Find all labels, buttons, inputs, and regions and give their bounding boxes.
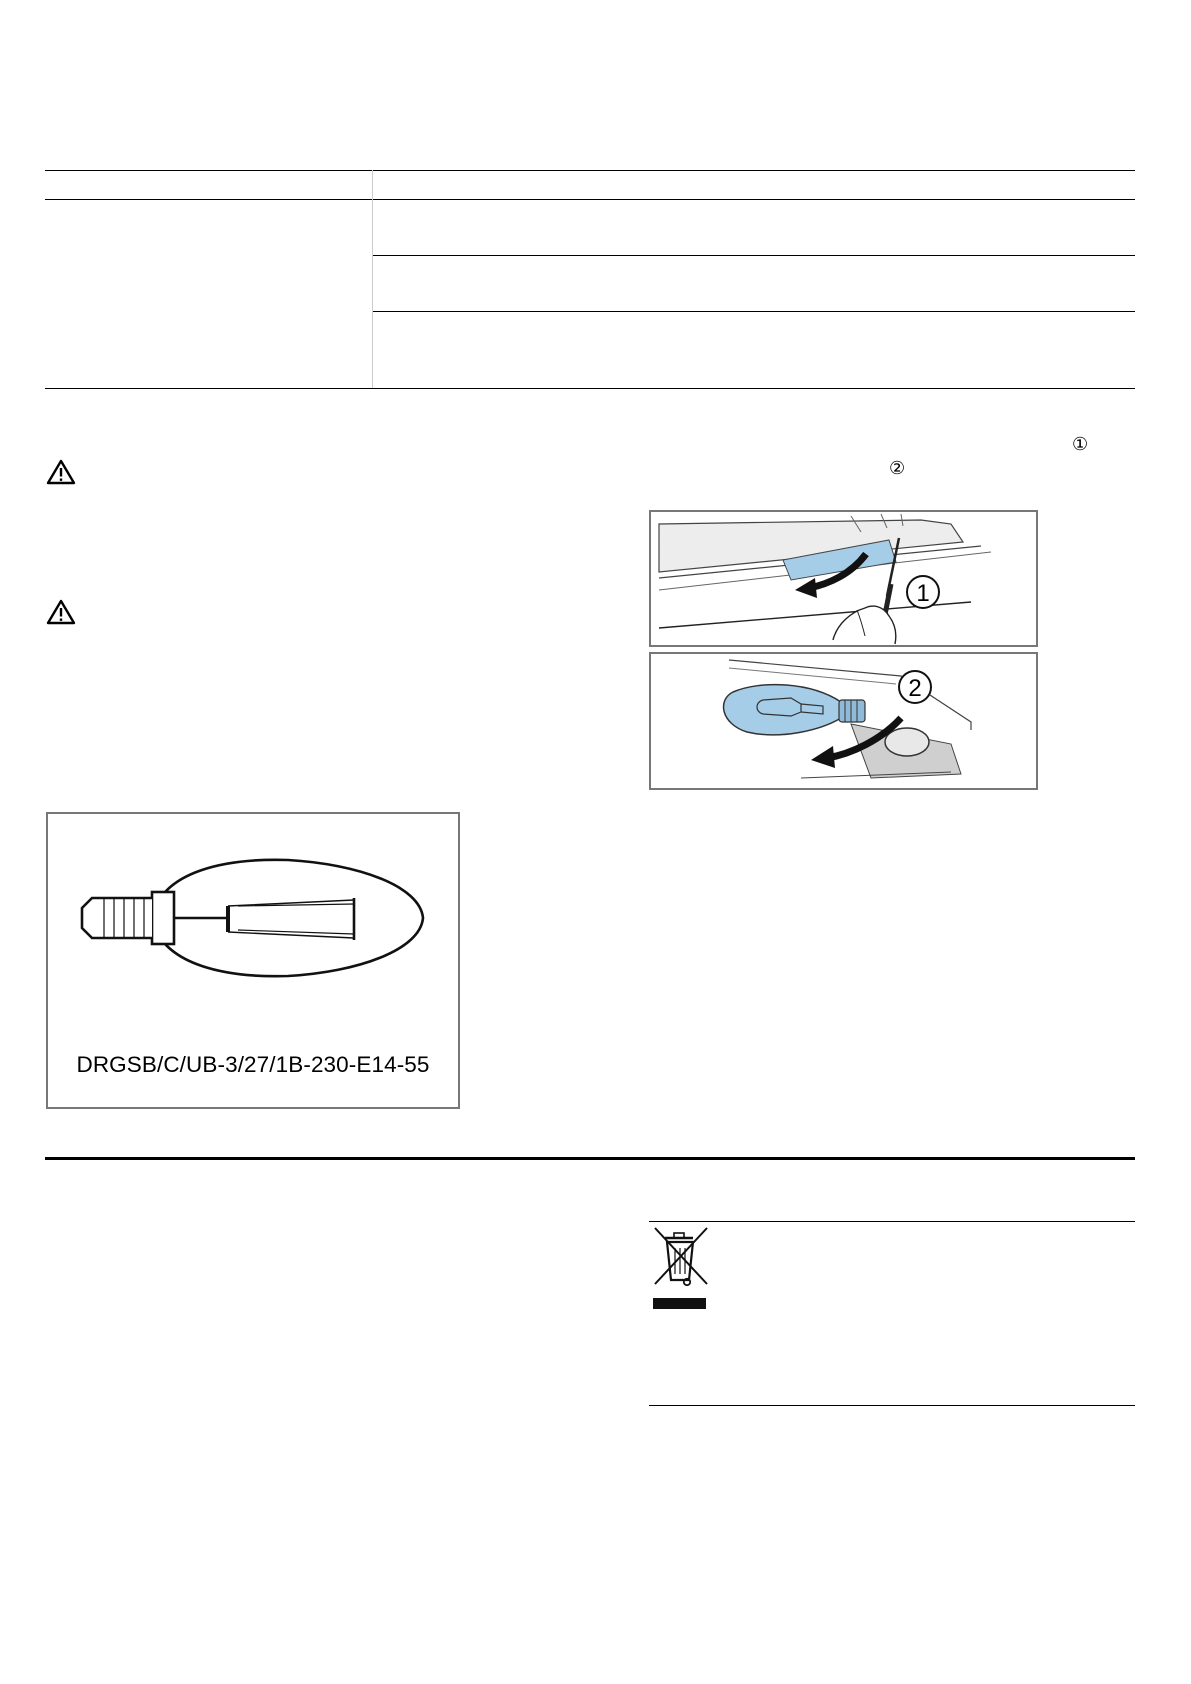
remove-cover-illustration (651, 512, 1036, 645)
bulb-spec-figure (46, 812, 460, 1109)
unscrew-bulb-figure (649, 652, 1038, 790)
candle-bulb-icon (48, 814, 458, 1034)
disposal-top-rule (649, 1221, 1135, 1222)
table-top-rule (45, 170, 1135, 171)
step-marker-1: ① (1072, 434, 1089, 454)
section-divider (45, 1157, 1135, 1160)
callout-2-text: 2 (908, 675, 922, 702)
unscrew-bulb-illustration (651, 654, 1036, 788)
table-column-divider (372, 170, 373, 388)
table-row-rule (372, 255, 1135, 256)
remove-cover-figure (649, 510, 1038, 647)
crossed-out-wheelie-bin-icon (649, 1224, 713, 1312)
warning-triangle-icon (46, 459, 76, 485)
table-header-rule (45, 199, 1135, 200)
warning-triangle-icon (46, 599, 76, 625)
table-bottom-rule (45, 388, 1135, 389)
bulb-spec-label: DRGSB/C/UB-3/27/1B-230-E14-55 (76, 1052, 430, 1077)
step-marker-2: ② (889, 458, 906, 478)
table-row-rule (372, 311, 1135, 312)
callout-1-text: 1 (916, 580, 930, 607)
disposal-bottom-rule (649, 1405, 1135, 1406)
